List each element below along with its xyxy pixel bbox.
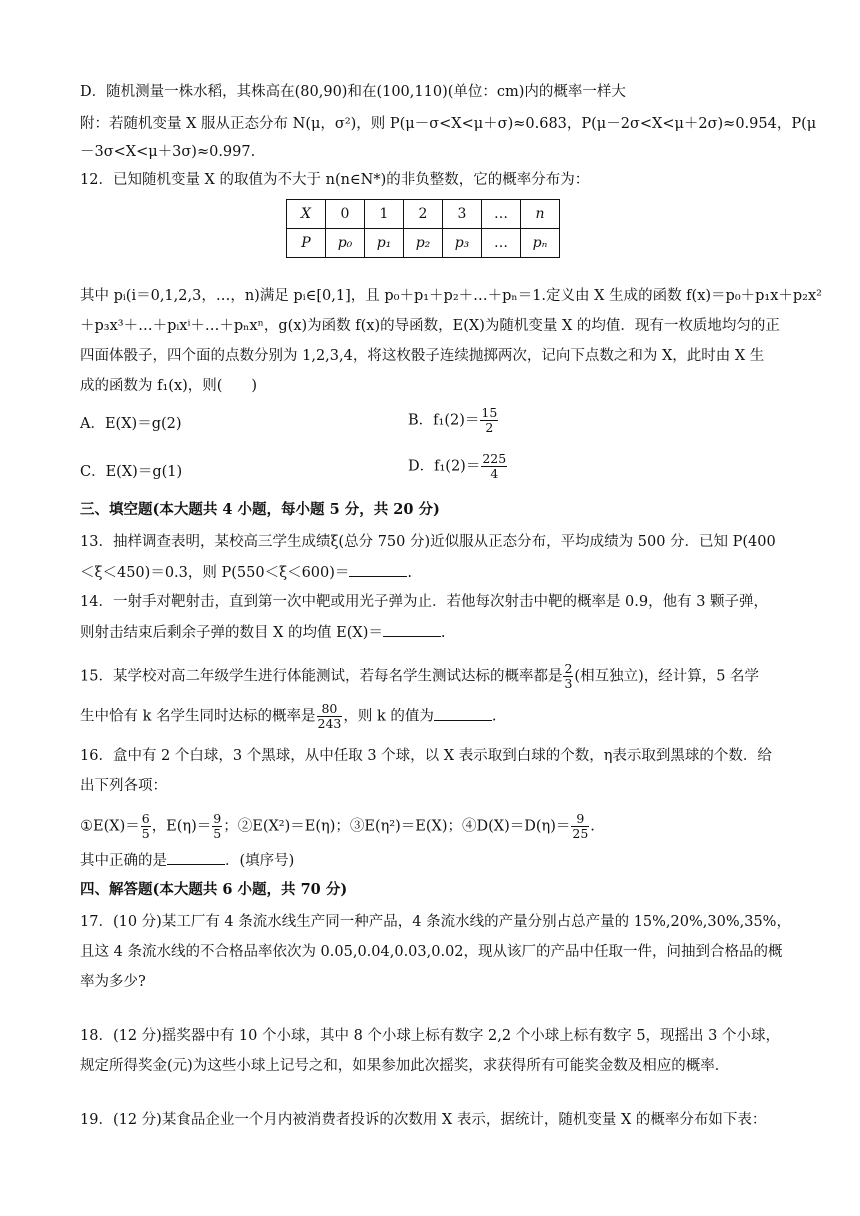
table-cell: … [482, 200, 521, 229]
question-12-text-1: 其中 pᵢ(i＝0,1,2,3，…，n)满足 pᵢ∈[0,1]，且 p₀＋p₁＋p₂＋…＋pₙ＝1.定义由 X 生成的函数 f(x)＝p₀＋p₁x＋p₂x² [80, 288, 822, 304]
question-15-line-1: 15．某学校对高二年级学生进行体能测试，若每名学生测试达标的概率都是 $\frac{2}{3}$ (相互独立)，经计算，5 名学 [80, 661, 760, 691]
answer-blank [167, 850, 225, 865]
table-cell: p₃ [443, 229, 482, 258]
section-3-heading: 三、填空题(本大题共 4 小题，每小题 5 分，共 20 分) [80, 501, 440, 518]
table-cell: p₂ [404, 229, 443, 258]
question-16-line-2: 出下列各项： [80, 778, 167, 794]
question-12-options-ab [80, 405, 780, 435]
answer-blank [383, 622, 441, 637]
question-17-line-3: 率为多少? [80, 974, 146, 990]
question-12-options-cd [80, 451, 780, 482]
table-row [287, 229, 560, 258]
question-14-line-2: 则射击结束后剩余子弹的数目 X 的均值 E(X)＝ . [80, 622, 780, 643]
question-12-text-3: 四面体骰子，四个面的点数分别为 1,2,3,4，将这枚骰子连续抛掷两次，记向下点数之和为 X，此时由 X 生 [80, 348, 765, 364]
option-a: A．E(X)＝g(2) [80, 416, 182, 432]
question-15-line-2: 生中恰有 k 名学生同时达标的概率是 $\frac{80}{243}$ ，则 k 的值为 . [80, 701, 497, 731]
option-c: C．E(X)＝g(1) [80, 464, 183, 480]
question-16-items: ①E(X)＝ $\frac{6}{5}$ ，E(η)＝ $\frac{9}{5}$ ；②E(X²)＝E(η)；③E(η²)＝E(X)；④D(X)＝D(η)＝ $\frac{9}{25}$ . [80, 811, 595, 841]
table-cell: 0 [326, 200, 365, 229]
table-cell: 3 [443, 200, 482, 229]
table-cell: n [521, 200, 560, 229]
table-cell: X [287, 200, 326, 229]
question-13-line-2: ＜ξ＜450)＝0.3，则 P(550＜ξ＜600)＝ . [80, 562, 780, 583]
question-19-line-1: 19．(12 分)某食品企业一个月内被消费者投诉的次数用 X 表示，据统计，随机变量 X 的概率分布如下表： [80, 1112, 767, 1128]
question-12-text-2: ＋p₃x³＋…＋pᵢxⁱ＋…＋pₙxⁿ，g(x)为函数 f(x)的导函数，E(X)为随机变量 X 的均值．现有一枚质地均匀的正 [80, 318, 780, 334]
answer-blank [349, 562, 407, 577]
fraction: $\frac{225}{4}$ [482, 451, 507, 481]
fraction: $\frac{2}{3}$ [564, 661, 573, 691]
question-14-line-1: 14．一射手对靶射击，直到第一次中靶或用光子弹为止．若他每次射击中靶的概率是 0.9，他有 3 颗子弹， [80, 594, 769, 610]
question-18-line-2: 规定所得奖金(元)为这些小球上记号之和，如果参加此次摇奖，求获得所有可能奖金数及相应的概率． [80, 1058, 730, 1074]
table-cell: p₁ [365, 229, 404, 258]
question-16-answer: 其中正确的是 ．(填序号) [80, 850, 780, 871]
table-row [287, 200, 560, 229]
option-b: B．f₁(2)＝ $\frac{15}{2}$ [408, 405, 498, 435]
table-cell: 2 [404, 200, 443, 229]
section-4-heading: 四、解答题(本大题共 6 小题，共 70 分) [80, 881, 348, 898]
fraction: $\frac{9}{25}$ [572, 811, 589, 841]
fraction: $\frac{15}{2}$ [481, 405, 498, 435]
question-12-text-4: 成的函数为 f₁(x)，则( ) [80, 378, 258, 394]
appendix-line-1: 附：若随机变量 X 服从正态分布 N(μ，σ²)，则 P(μ－σ<X<μ＋σ)≈0.683，P(μ－2σ<X<μ＋2σ)≈0.954，P(μ [80, 116, 817, 132]
appendix-line-2: －3σ<X<μ＋3σ)≈0.997. [80, 144, 256, 160]
question-17-line-1: 17．(10 分)某工厂有 4 条流水线生产同一种产品，4 条流水线的产量分别占总产量的 15%,20%,30%,35%， [80, 914, 791, 930]
table-cell: … [482, 229, 521, 258]
fraction: $\frac{9}{5}$ [213, 811, 222, 841]
option-d-q11: D．随机测量一株水稻，其株高在(80,90)和在(100,110)(单位：cm)内的概率一样大 [80, 84, 626, 100]
question-16-line-1: 16．盒中有 2 个白球，3 个黑球，从中任取 3 个球，以 X 表示取到白球的个数，η表示取到黑球的个数．给 [80, 748, 772, 764]
option-d: D．f₁(2)＝ $\frac{225}{4}$ [408, 451, 507, 481]
question-12-stem: 12．已知随机变量 X 的取值为不大于 n(n∈N*)的非负整数，它的概率分布为： [80, 172, 590, 188]
question-17-line-2: 且这 4 条流水线的不合格品率依次为 0.05,0.04,0.03,0.02，现从该厂的产品中任取一件，问抽到合格品的概 [80, 944, 783, 960]
fraction: $\frac{6}{5}$ [141, 811, 150, 841]
table-cell: P [287, 229, 326, 258]
probability-distribution-table [286, 199, 560, 258]
answer-blank [434, 706, 492, 721]
table-cell: p₀ [326, 229, 365, 258]
fraction: $\frac{80}{243}$ [317, 701, 342, 731]
question-13-line-1: 13．抽样调查表明，某校高三学生成绩ξ(总分 750 分)近似服从正态分布，平均成绩为 500 分．已知 P(400 [80, 534, 776, 550]
table-cell: pₙ [521, 229, 560, 258]
table-cell: 1 [365, 200, 404, 229]
question-18-line-1: 18．(12 分)摇奖器中有 10 个小球，其中 8 个小球上标有数字 2,2 个小球上标有数字 5，现摇出 3 个小球， [80, 1028, 780, 1044]
